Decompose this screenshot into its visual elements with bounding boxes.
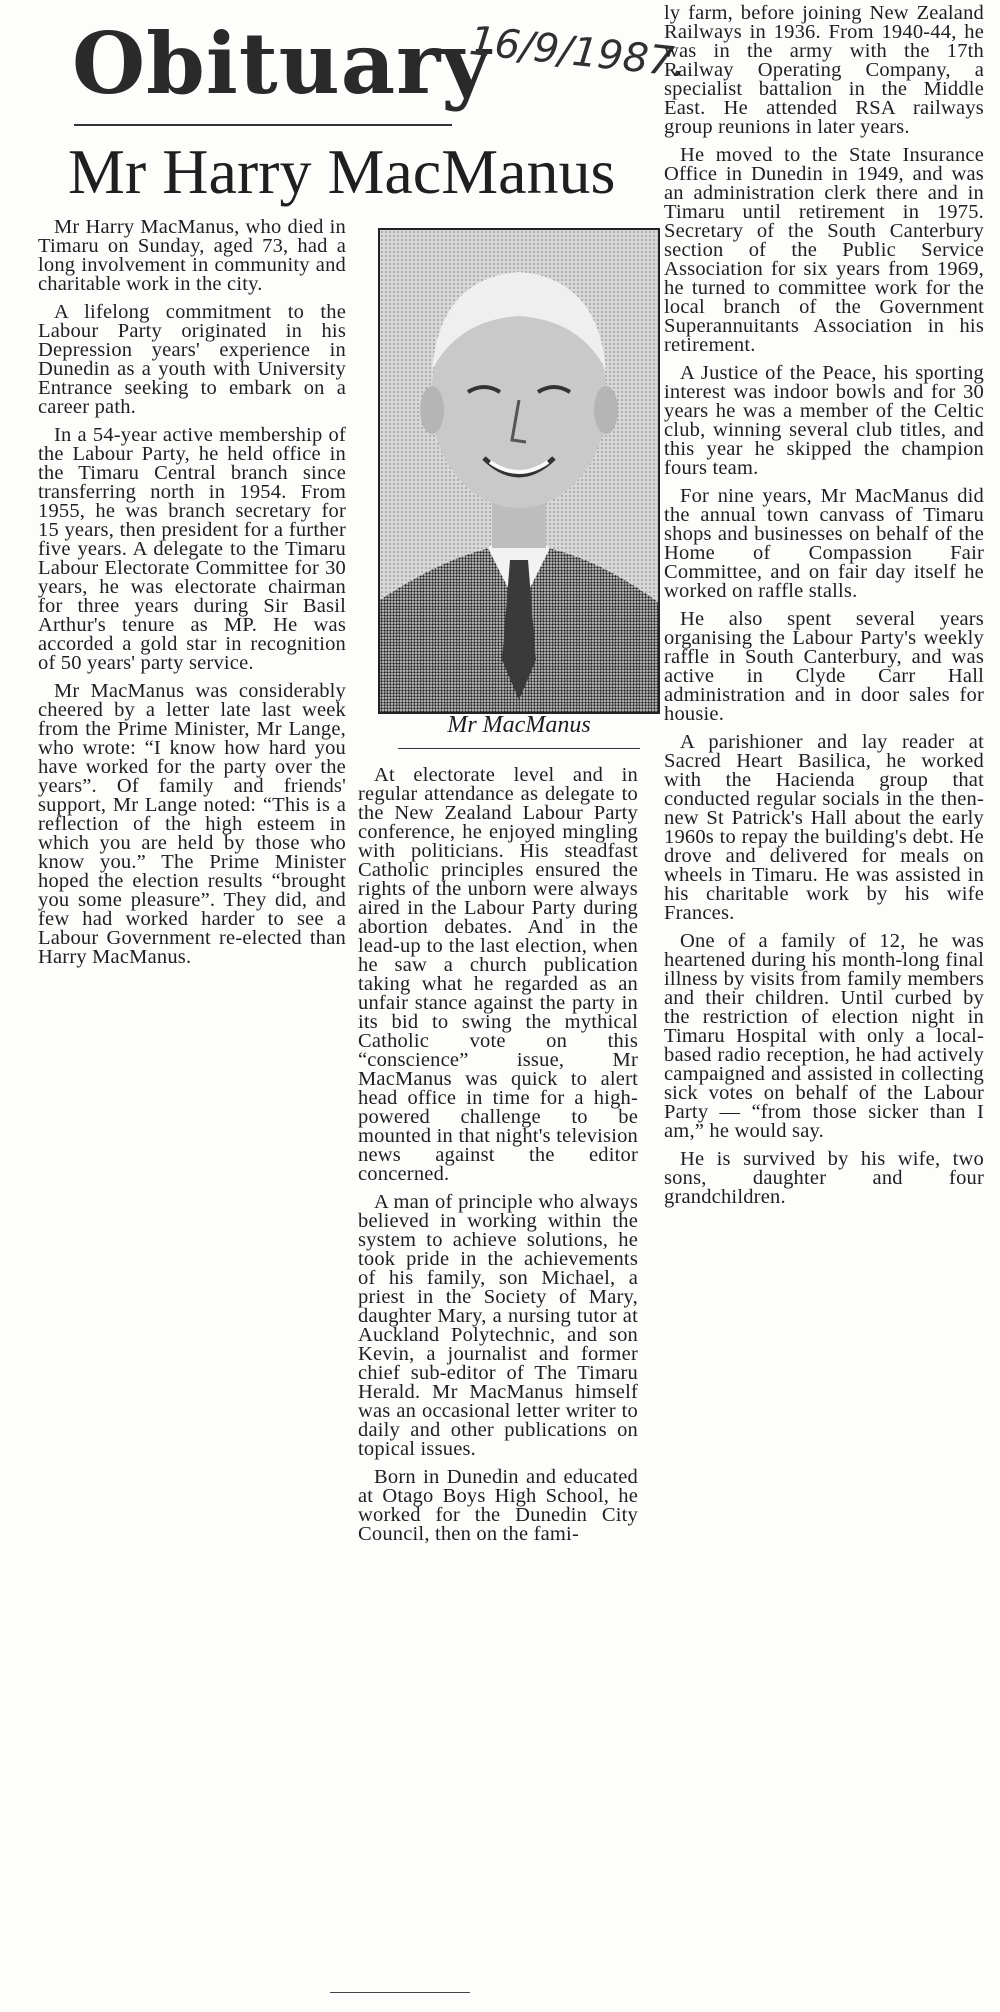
paragraph: He also spent several years organising the Labour Party's weekly raffle in South Canterbury, and was active in Clyde Carr Hall administration and in door sales for housie. bbox=[664, 608, 984, 725]
paragraph: A man of principle who always believed in working within the system to achieve solutions, he took pride in the achievements of his family, son Michael, a priest in the Society of Mary, daughter Mary, a nursing tutor at Auckland Polytechnic, and son Kevin, a journalist and former chief sub-editor of The Timaru Herald. Mr MacManus himself was an occasional letter writer to daily and other publications on topical issues. bbox=[358, 1191, 638, 1460]
masthead-rule bbox=[74, 124, 452, 126]
section-masthead: Obituary bbox=[72, 14, 492, 113]
paragraph: A lifelong commitment to the Labour Party originated in his Depression years' experience in Dunedin as a youth with University Entrance seeking to embark on a career path. bbox=[38, 301, 346, 418]
handwritten-date-annotation: 16/9/1987. bbox=[467, 18, 689, 87]
paragraph: A parishioner and lay reader at Sacred Heart Basilica, he worked with the Hacienda group that conducted regular socials in the then-new St Patrick's Hall about the early 1960s to repay the building's debt. He drove and delivered for meals on wheels in Timaru. He was assisted in his charitable work by his wife Frances. bbox=[664, 731, 984, 924]
column-1 bbox=[38, 218, 346, 976]
column-3 bbox=[664, 4, 984, 1216]
portrait-halftone bbox=[380, 230, 658, 712]
paragraph: A Justice of the Peace, his sporting interest was indoor bowls and for 30 years he was a member of the Celtic club, winning several club titles, and this year he skipped the champion fours team. bbox=[664, 362, 984, 479]
photo-caption: Mr MacManus bbox=[447, 712, 591, 738]
paragraph: Mr MacManus was considerably cheered by a letter late last week from the Prime Minister, Mr Lange, who wrote: “I know how hard you have worked for the party over the years”. Of family and friends' support, Mr Lange noted: “This is a reflection of the high esteem in which you are held by those who know you.” The Prime Minister hoped the election results “brought you some pleasure”. They did, and few had worked harder to see a Labour Government re-elected than Harry MacManus. bbox=[38, 680, 346, 968]
paragraph: Mr Harry MacManus, who died in Timaru on Sunday, aged 73, had a long involvement in community and charitable work in the city. bbox=[38, 216, 346, 295]
obituary-headline: Mr Harry MacManus bbox=[68, 136, 616, 207]
paragraph: ly farm, before joining New Zealand Railways in 1936. From 1940-44, he was in the army with the 17th Railway Operating Company, a specialist battalion in the Middle East. He attended RSA railways group reunions in later years. bbox=[664, 2, 984, 138]
caption-rule bbox=[398, 748, 640, 749]
paragraph: In a 54-year active membership of the Labour Party, he held office in the Timaru Central branch since transferring north in 1954. From 1955, he was branch secretary for 15 years, then president for a further five years. A delegate to the Timaru Labour Electorate Committee for 30 years, he was electorate chairman for three years during Sir Basil Arthur's tenure as MP. He was accorded a gold star in recognition of 50 years' party service. bbox=[38, 424, 346, 674]
paragraph: He moved to the State Insurance Office in Dunedin in 1949, and was an administration clerk there and in Timaru until retirement in 1975. Secretary of the South Canterbury section of the Public Service Association for six years from 1969, he turned to committee work for the local branch of the Government Superannuitants Association in his retirement. bbox=[664, 144, 984, 356]
paragraph: Born in Dunedin and educated at Otago Boys High School, he worked for the Dunedin City Council, then on the fami- bbox=[358, 1466, 638, 1545]
portrait-photo bbox=[378, 228, 660, 714]
paragraph: At electorate level and in regular attendance as delegate to the New Zealand Labour Party conference, he enjoyed mingling with politicians. His steadfast Catholic principles ensured the rights of the unborn were always aired in the Labour Party during abortion debates. And in the lead-up to the last election, when he saw a church publication taking what he regarded as an unfair stance against the party in its bid to swing the mythical Catholic vote on this “conscience” issue, Mr MacManus was quick to alert head office in time for a high-powered challenge to be mounted in that night's television news against the editor concerned. bbox=[358, 764, 638, 1185]
end-rule bbox=[330, 1992, 470, 1993]
paragraph: One of a family of 12, he was heartened during his month-long final illness by visits from family members and their children. Until curbed by the restriction of election night in Timaru Hospital with only a local-based radio reception, he had actively campaigned and assisted in collecting sick votes on behalf of the Labour Party — “from those sicker than I am,” he would say. bbox=[664, 930, 984, 1142]
paragraph: He is survived by his wife, two sons, daughter and four grandchildren. bbox=[664, 1148, 984, 1208]
column-2 bbox=[358, 766, 638, 1553]
paragraph: For nine years, Mr MacManus did the annual town canvass of Timaru shops and businesses on behalf of the Home of Compassion Fair Committee, and on fair day itself he worked on raffle stalls. bbox=[664, 485, 984, 602]
